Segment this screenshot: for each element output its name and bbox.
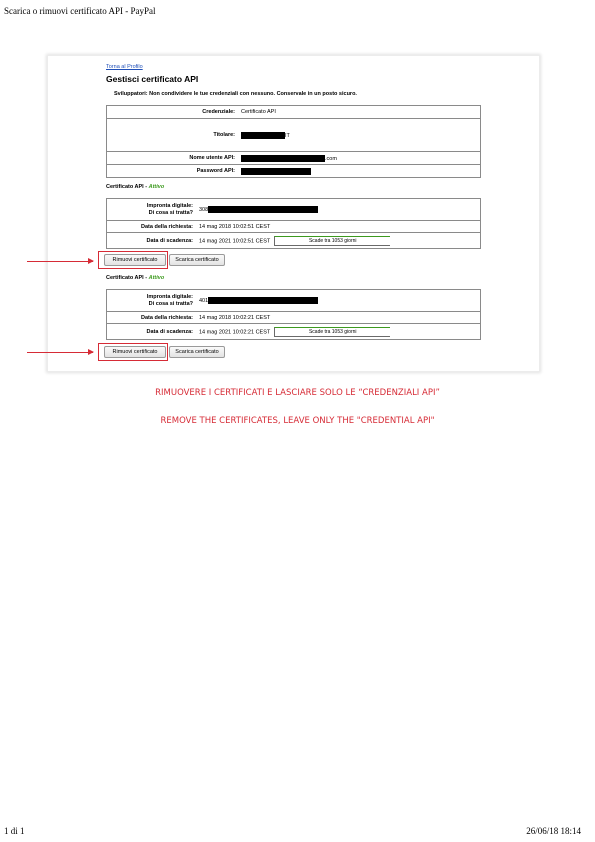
redacted-username bbox=[241, 155, 325, 162]
print-timestamp: 26/06/18 18:14 bbox=[526, 826, 581, 836]
holder-label: Titolare: bbox=[107, 119, 240, 152]
username-label: Nome utente API: bbox=[107, 152, 240, 165]
page-title: Gestisci certificato API bbox=[106, 74, 199, 84]
fingerprint-row bbox=[107, 199, 481, 221]
redacted-fingerprint bbox=[208, 206, 318, 213]
certificate-management-panel bbox=[47, 55, 540, 372]
expiry-date-row bbox=[107, 233, 481, 249]
expiry-meter: Scade tra 1053 giorni bbox=[274, 327, 390, 337]
expiry-meter: Scade tra 1053 giorni bbox=[274, 236, 390, 246]
fingerprint-label: Impronta digitale: bbox=[146, 202, 193, 209]
developer-warning: Sviluppatori: Non condividere le tue credenziali con nessuno. Conservale in un posto sicuro. bbox=[114, 91, 357, 97]
fingerprint-label: Impronta digitale: bbox=[146, 293, 193, 300]
print-header-title: Scarica o rimuovi certificato API - PayPal bbox=[4, 6, 156, 16]
request-date-label: Data della richiesta: bbox=[107, 312, 198, 324]
expiry-date-value: 14 mag 2021 10:02:21 CEST bbox=[199, 328, 271, 335]
password-row bbox=[107, 165, 481, 178]
annotation-arrow-1 bbox=[27, 261, 93, 262]
expiry-date-label: Data di scadenza: bbox=[146, 237, 193, 244]
expiry-date-row bbox=[107, 324, 481, 340]
instruction-italian: RIMUOVERE I CERTIFICATI E LASCIARE SOLO LE “CREDENZIALI API” bbox=[155, 388, 440, 398]
status-badge: Attivo bbox=[148, 275, 165, 281]
request-date-value: 14 mag 2018 10:02:51 CEST bbox=[197, 221, 481, 233]
redacted-fingerprint bbox=[208, 297, 318, 304]
credential-value: Certificato API bbox=[239, 106, 481, 119]
holder-suffix: IT bbox=[285, 132, 290, 139]
certificate-2-title: Certificato API - Attivo bbox=[106, 275, 165, 281]
credential-row bbox=[107, 106, 481, 119]
username-row bbox=[107, 152, 481, 165]
page-number: 1 di 1 bbox=[4, 826, 25, 836]
expiry-date-label: Data di scadenza: bbox=[146, 328, 193, 335]
credential-label: Credenziale: bbox=[107, 106, 240, 119]
download-certificate-button-1[interactable]: Scarica certificato bbox=[169, 254, 225, 266]
request-date-row bbox=[107, 221, 481, 233]
request-date-row bbox=[107, 312, 481, 324]
remove-certificate-button-1[interactable]: Rimuovi certificato bbox=[104, 254, 166, 266]
credentials-table bbox=[106, 105, 481, 178]
instruction-english: REMOVE THE CERTIFICATES, LEAVE ONLY THE "CREDENTIAL API" bbox=[160, 416, 435, 426]
what-is-this-label: Di cosa si tratta? bbox=[148, 209, 193, 216]
certificate-1-table bbox=[106, 198, 481, 249]
annotation-arrow-2 bbox=[27, 352, 93, 353]
fingerprint-row bbox=[107, 290, 481, 312]
expiry-date-value: 14 mag 2021 10:02:51 CEST bbox=[199, 237, 271, 244]
certificate-2-table bbox=[106, 289, 481, 340]
redacted-password bbox=[241, 168, 311, 175]
fingerprint-prefix: 401 bbox=[199, 297, 209, 304]
redacted-holder bbox=[241, 132, 285, 139]
remove-certificate-button-2[interactable]: Rimuovi certificato bbox=[104, 346, 166, 358]
username-suffix: .com bbox=[325, 155, 337, 162]
certificate-1-title: Certificato API - Attivo bbox=[106, 184, 165, 190]
download-certificate-button-2[interactable]: Scarica certificato bbox=[169, 346, 225, 358]
request-date-value: 14 mag 2018 10:02:21 CEST bbox=[197, 312, 481, 324]
what-is-this-label: Di cosa si tratta? bbox=[148, 300, 193, 307]
password-label: Password API: bbox=[196, 168, 235, 174]
back-to-profile-link[interactable]: Torna al Profilo bbox=[106, 64, 143, 70]
status-badge: Attivo bbox=[148, 184, 165, 190]
holder-row bbox=[107, 119, 481, 152]
request-date-label: Data della richiesta: bbox=[107, 221, 198, 233]
fingerprint-prefix: 308 bbox=[199, 206, 209, 213]
